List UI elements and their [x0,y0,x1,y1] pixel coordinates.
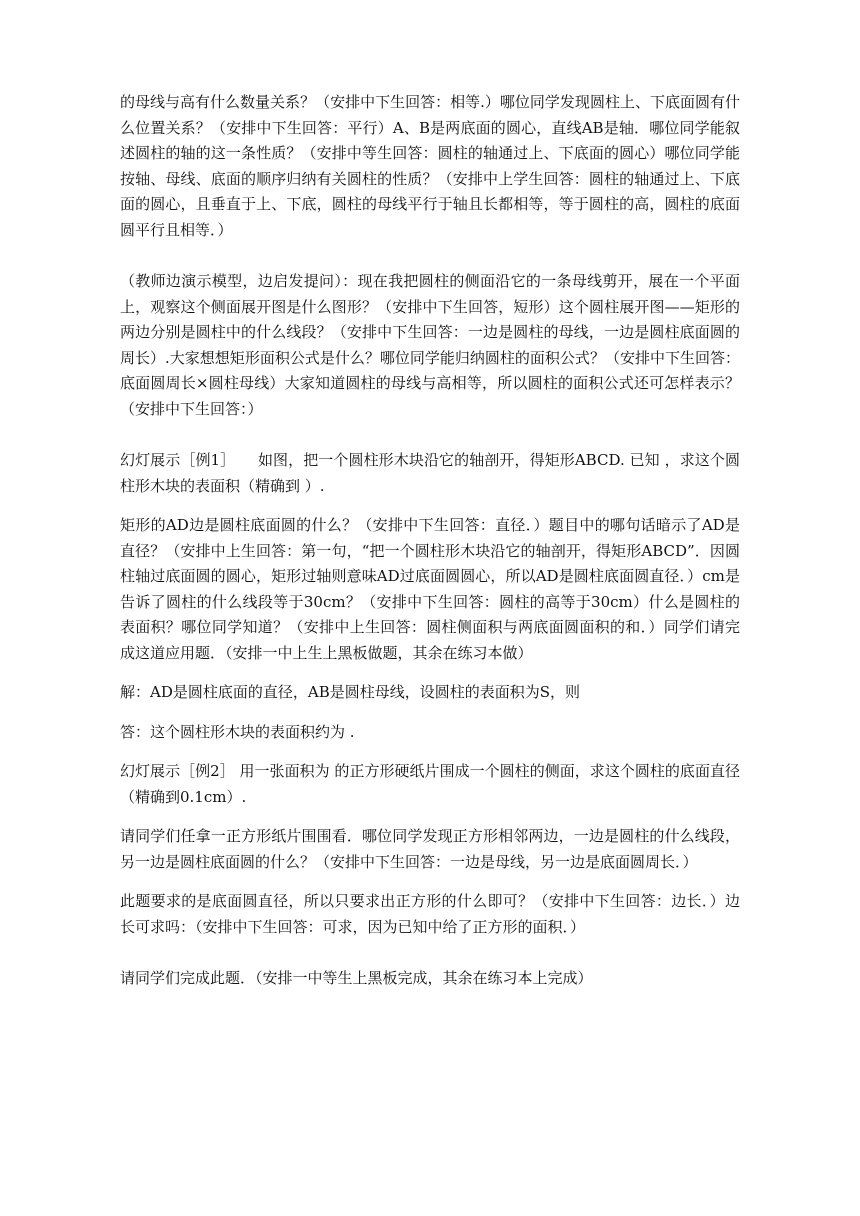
paragraph-solution: 解：AD是圆柱底面的直径，AB是圆柱母线，设圆柱的表面积为S，则 [120,683,580,701]
paragraph-answer: 答：这个圆柱形木块的表面积约为 . [120,722,355,741]
paragraph-example-2-discussion: 请同学们任拿一正方形纸片围围看．哪位同学发现正方形相邻两边，一边是圆柱的什么线段，另一边是圆柱底面圆的什么？（安排中下生回答：一边是母线，另一边是底面圆周长．） [120,827,740,871]
paragraph-complete-task: 请同学们完成此题．（安排一中等生上黑板完成，其余在练习本上完成） [120,969,593,987]
paragraph-surface-unfolding: （教师边演示模型，边启发提问）：现在我把圆柱的侧面沿它的一条母线剪开，展在一个平面上，观察这个侧面展开图是什么图形？（安排中下生回答，短形）这个圆柱展开图——矩形的两边分别是圆柱中的什么线段？（安排中下生回答：一边是圆柱的母线，一边是圆柱底面圆的周长）.大家想想矩形面积公式是什么？哪位同学能归纳圆柱的面积公式？（安排中下生回答：底面圆周长×圆柱母线）大家知道圆柱的母线与高相等，所以圆柱的面积公式还可怎样表示？（安排中下生回答：） [120,272,740,418]
document-body [120,90,740,1006]
paragraph-example-1: 幻灯展示［例1］ 如图，把一个圆柱形木块沿它的轴剖开，得矩形ABCD. 已知 ，求这个圆柱形木块的表面积（精确到 ）. [120,451,740,495]
paragraph-example-1-discussion: 矩形的AD边是圆柱底面圆的什么？（安排中下生回答：直径．）题目中的哪句话暗示了AD是直径？（安排中上生回答：第一句，“把一个圆柱形木块沿它的轴剖开，得矩形ABCD”．因圆柱轴过底面圆的圆心，矩形过轴则意味AD过底面圆圆心，所以AD是圆柱底面圆直径．）cm是告诉了圆柱的什么线段等于30cm？（安排中下生回答：圆柱的高等于30cm）什么是圆柱的表面积？哪位同学知道？（安排中上生回答：圆柱侧面积与两底面圆面积的和．）同学们请完成这道应用题．（安排一中上生上黑板做题，其余在练习本做） [120,516,740,662]
paragraph-side-length: 此题要求的是底面圆直径，所以只要求出正方形的什么即可？（安排中下生回答：边长．）边长可求吗：（安排中下生回答：可求，因为已知中给了正方形的面积．） [120,892,740,936]
paragraph-cylinder-properties: 的母线与高有什么数量关系？（安排中下生回答：相等.）哪位同学发现圆柱上、下底面圆有什么位置关系？（安排中下生回答：平行）A、B是两底面的圆心，直线AB是轴．哪位同学能叙述圆柱的轴的这一条性质？（安排中等生回答：圆柱的轴通过上、下底面的圆心）哪位同学能按轴、母线、底面的顺序归纳有关圆柱的性质？（安排中上学生回答：圆柱的轴通过上、下底面的圆心，且垂直于上、下底，圆柱的母线平行于轴且长都相等，等于圆柱的高，圆柱的底面圆平行且相等．） [120,93,740,239]
paragraph-example-2: 幻灯展示［例2］ 用一张面积为 的正方形硬纸片围成一个圆柱的侧面，求这个圆柱的底面直径（精确到0.1cm）. [120,762,740,806]
